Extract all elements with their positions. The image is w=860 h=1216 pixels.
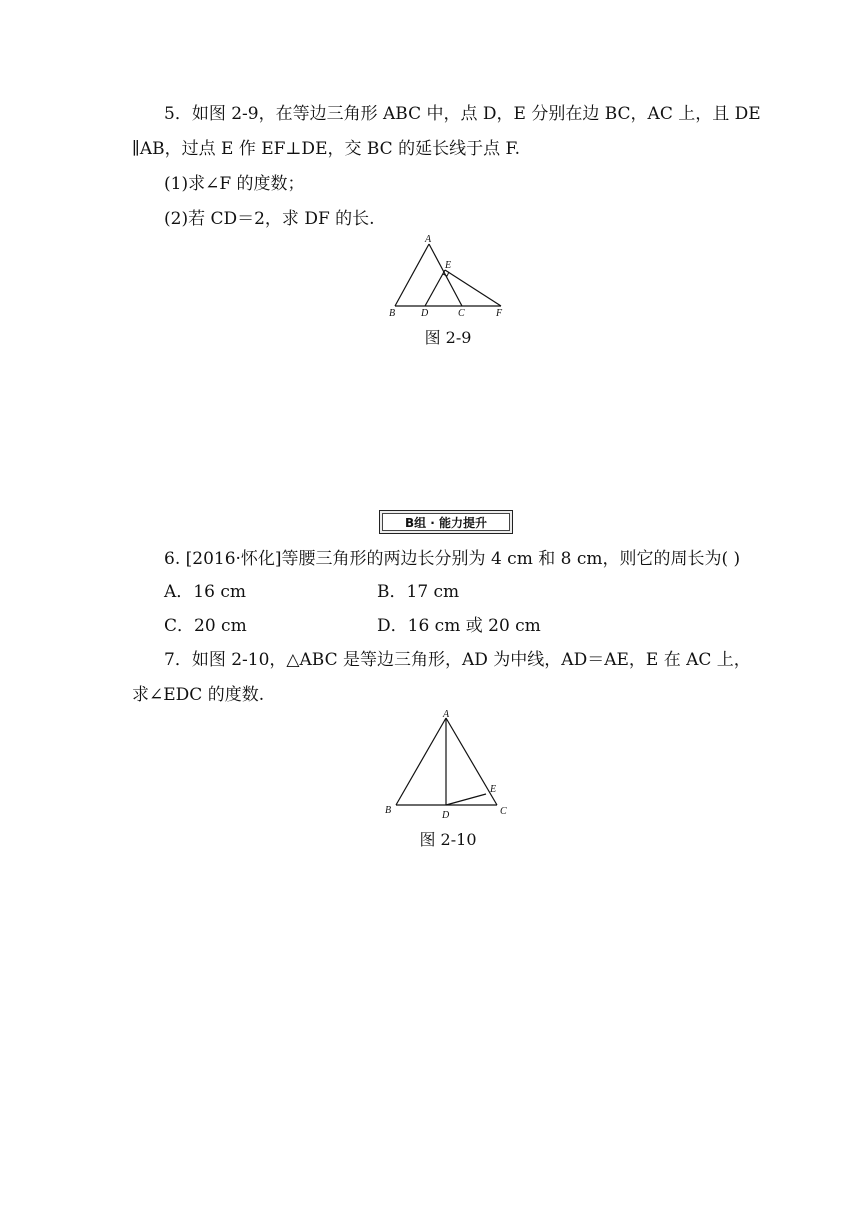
q5-text-line-2: ∥AB，过点 E 作 EF⊥DE，交 BC 的延长线于点 F. [132,139,521,159]
figure-2-10 [380,708,516,823]
q7-text-line-1: 7．如图 2-10，△ABC 是等边三角形，AD 为中线，AD＝AE，E 在 AC 上， [164,650,751,670]
q5-subquestion-2: (2)若 CD＝2，求 DF 的长. [164,209,375,229]
label-e: E [490,784,497,795]
figure-2-9 [383,232,513,320]
figure-2-10-caption: 图 2-10 [419,830,477,849]
section-banner-label: B组 · 能力提升 [382,513,510,531]
label-a: A [443,709,450,720]
segment-ab [396,718,446,805]
option-key: C． [164,616,195,636]
segment-de [446,794,486,805]
segment-ef [445,270,501,306]
figure-2-9-caption: 图 2-9 [424,328,472,347]
q6-option-d [377,616,541,636]
label-c: C [458,308,465,319]
label-b: B [389,308,396,319]
q7-text-line-2: 求∠EDC 的度数. [132,685,265,705]
label-e: E [445,260,452,271]
label-d: D [421,308,429,319]
label-c: C [500,806,507,817]
q6-option-b [377,582,459,602]
q6-option-c [164,616,247,636]
label-b: B [385,805,392,816]
q6-option-a [164,582,246,602]
q5-text-line-1: 5．如图 2-9，在等边三角形 ABC 中，点 D，E 分别在边 BC，AC 上，且 DE [164,104,761,124]
q6-stem: 6. [2016·怀化]等腰三角形的两边长分别为 4 cm 和 8 cm，则它的周长为( ) [164,549,741,569]
option-key: A． [164,582,194,602]
segment-de [425,270,445,306]
q5-subquestion-1: (1)求∠F 的度数； [164,174,305,194]
segment-ab [395,244,429,306]
label-d: D [442,810,450,821]
option-text: 20 cm [194,616,247,636]
option-text: 16 cm 或 20 cm [407,616,541,636]
option-text: 17 cm [406,582,460,602]
section-banner [379,510,513,534]
option-key: B． [377,582,407,602]
option-key: D． [377,616,408,636]
label-a: A [425,234,432,245]
option-text: 16 cm [193,582,246,602]
label-f: F [496,308,503,319]
